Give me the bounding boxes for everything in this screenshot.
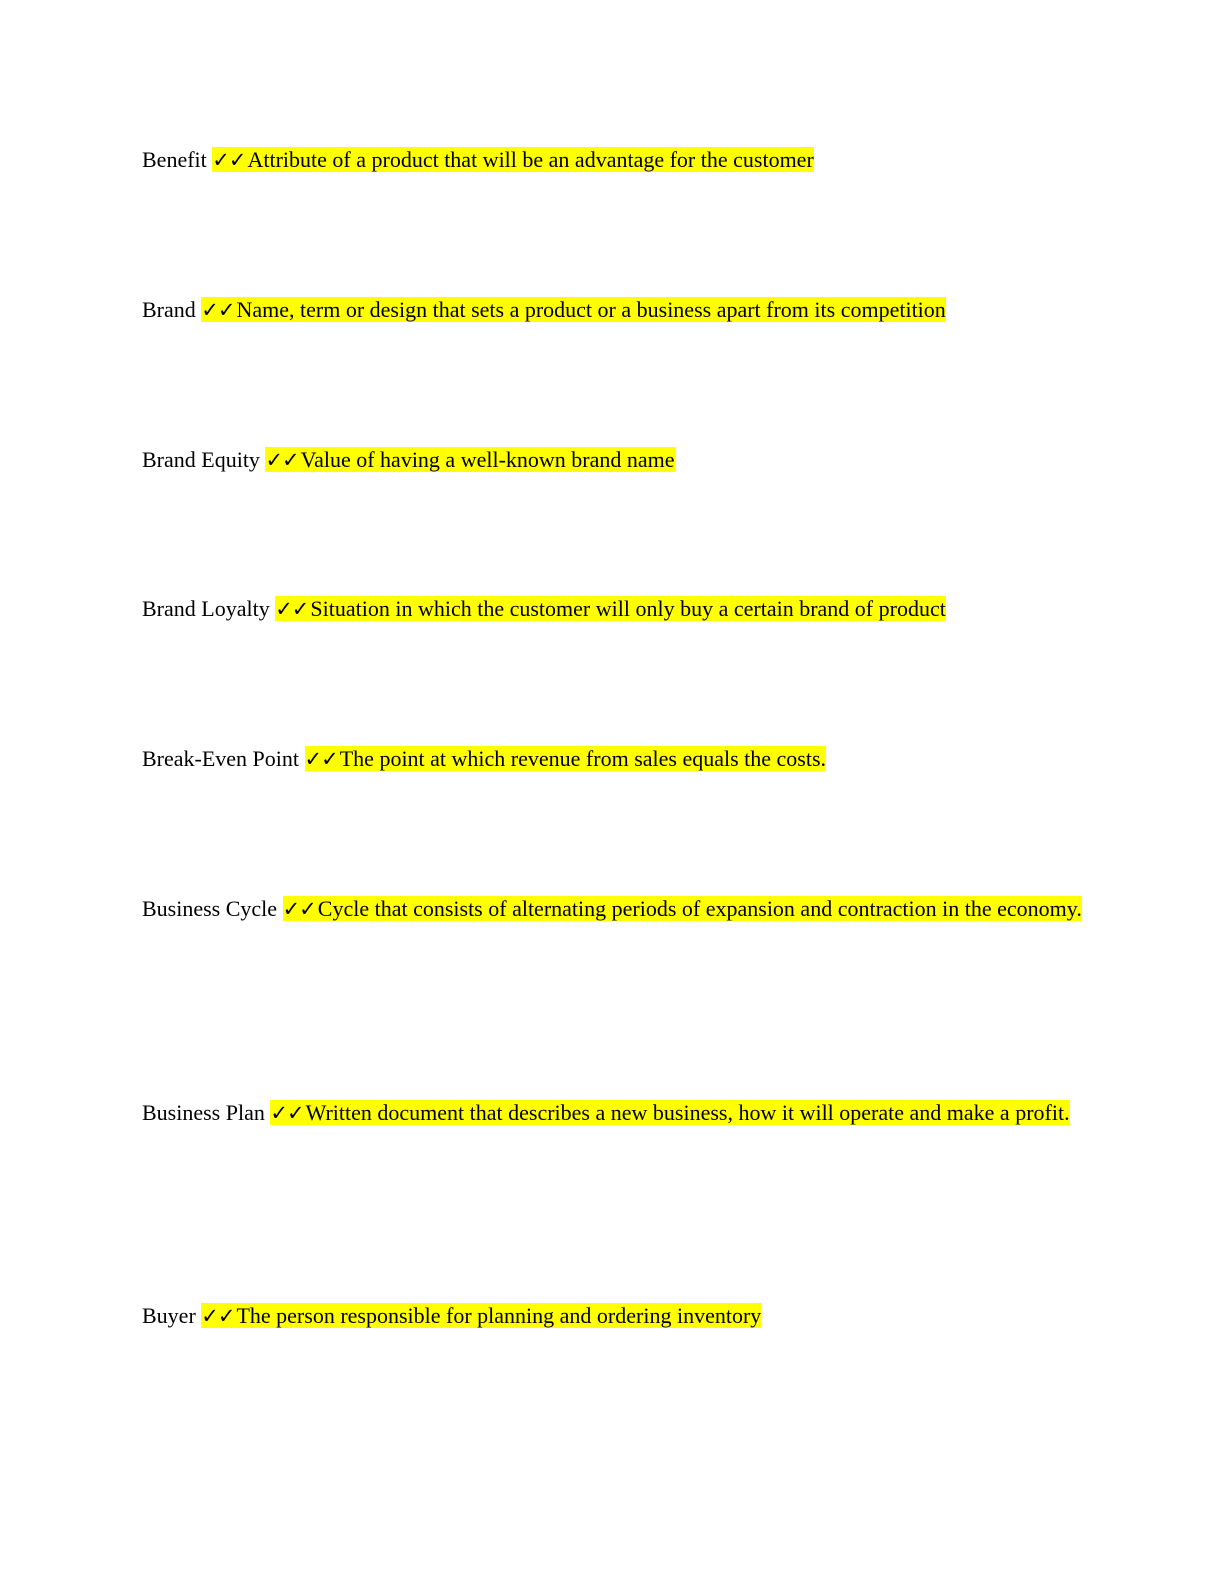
definition-highlight	[305, 746, 827, 771]
glossary-entry-brand	[142, 280, 1082, 340]
double-check-icon: ✓✓	[201, 298, 235, 322]
term: Business Plan	[142, 1100, 265, 1125]
glossary-entry-break-even-point	[142, 729, 1082, 789]
double-check-icon: ✓✓	[212, 148, 246, 172]
double-check-icon: ✓✓	[282, 897, 316, 921]
term: Brand Loyalty	[142, 596, 270, 621]
definition: Attribute of a product that will be an advantage for the customer	[247, 147, 814, 172]
definition-highlight	[283, 896, 1082, 921]
glossary-entry-business-plan	[142, 1083, 1082, 1143]
definition: Situation in which the customer will only buy a certain brand of product	[310, 596, 946, 621]
definition: Value of having a well-known brand name	[300, 447, 675, 472]
double-check-icon: ✓✓	[201, 1304, 235, 1328]
double-check-icon: ✓✓	[270, 1101, 304, 1125]
definition-highlight	[201, 297, 946, 322]
glossary-entry-benefit	[142, 130, 1082, 190]
definition-highlight	[265, 447, 674, 472]
definition-highlight	[201, 1303, 761, 1328]
glossary-entry-buyer	[142, 1286, 1082, 1346]
definition: Cycle that consists of alternating periods of expansion and contraction in the economy.	[317, 896, 1082, 921]
definition: Written document that describes a new business, how it will operate and make a profit.	[305, 1100, 1070, 1125]
term: Break-Even Point	[142, 746, 300, 771]
term: Buyer	[142, 1303, 196, 1328]
term: Brand	[142, 297, 196, 322]
glossary-entry-business-cycle	[142, 879, 1082, 939]
double-check-icon: ✓✓	[265, 448, 299, 472]
definition: Name, term or design that sets a product or a business apart from its competition	[236, 297, 946, 322]
definition: The point at which revenue from sales equals the costs.	[339, 746, 827, 771]
definition-highlight	[275, 596, 946, 621]
double-check-icon: ✓✓	[275, 597, 309, 621]
glossary-entry-brand-equity	[142, 430, 1082, 490]
definition-highlight	[212, 147, 814, 172]
definition: The person responsible for planning and ordering inventory	[236, 1303, 762, 1328]
definition-highlight	[270, 1100, 1069, 1125]
glossary-entry-brand-loyalty	[142, 579, 1082, 639]
double-check-icon: ✓✓	[304, 747, 338, 771]
term: Business Cycle	[142, 896, 278, 921]
term: Brand Equity	[142, 447, 260, 472]
term: Benefit	[142, 147, 207, 172]
